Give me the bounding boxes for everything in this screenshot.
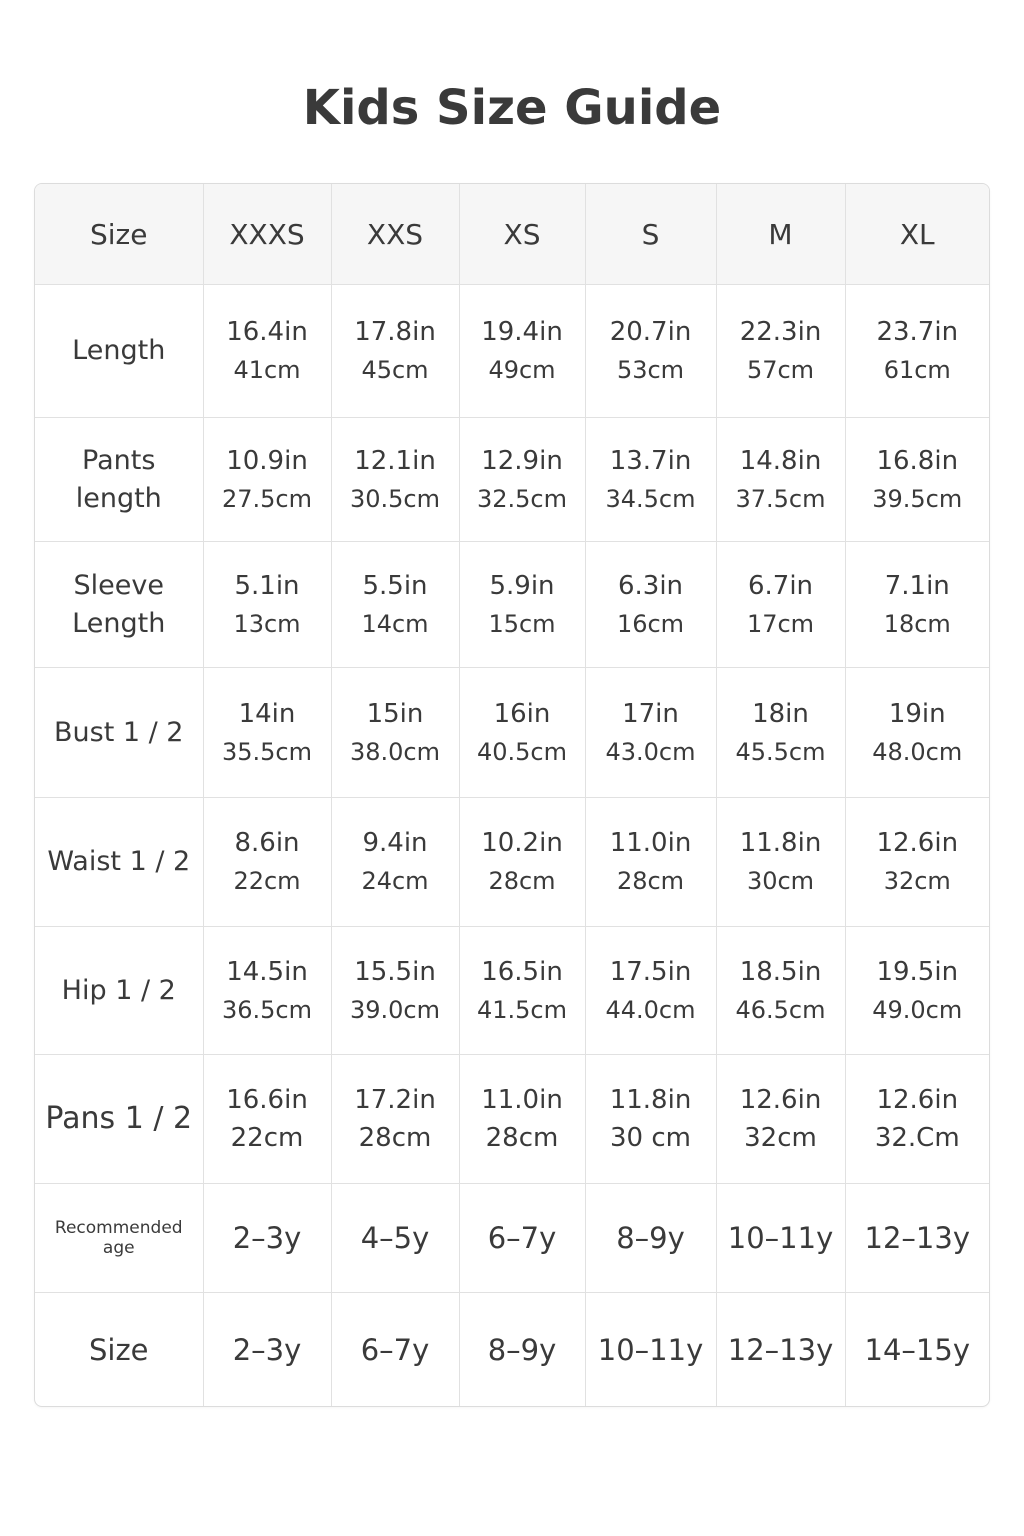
table-cell: 12.6in 32cm bbox=[845, 798, 989, 927]
table-cell: 18.5in 46.5cm bbox=[716, 927, 845, 1055]
size-table bbox=[35, 184, 989, 1407]
table-cell: 6–7y bbox=[331, 1293, 459, 1407]
table-cell: 17.8in 45cm bbox=[331, 285, 459, 418]
table-cell: 12.6in 32cm bbox=[716, 1055, 845, 1184]
table-cell: 8.6in 22cm bbox=[203, 798, 331, 927]
table-cell: 14.8in 37.5cm bbox=[716, 418, 845, 542]
table-cell: 16.8in 39.5cm bbox=[845, 418, 989, 542]
table-cell: 16.5in 41.5cm bbox=[459, 927, 585, 1055]
header-size-xxs: XXS bbox=[331, 184, 459, 285]
row-label: Recommended age bbox=[35, 1184, 203, 1293]
table-row-recommended-age bbox=[35, 1184, 989, 1293]
table-cell: 7.1in 18cm bbox=[845, 542, 989, 668]
table-cell: 13.7in 34.5cm bbox=[585, 418, 716, 542]
table-cell: 4–5y bbox=[331, 1184, 459, 1293]
table-cell: 17.2in 28cm bbox=[331, 1055, 459, 1184]
table-cell: 19.5in 49.0cm bbox=[845, 927, 989, 1055]
table-row-sleeve-length bbox=[35, 542, 989, 668]
table-cell: 15.5in 39.0cm bbox=[331, 927, 459, 1055]
page-title: Kids Size Guide bbox=[302, 80, 722, 136]
table-cell: 14–15y bbox=[845, 1293, 989, 1407]
table-cell: 10–11y bbox=[716, 1184, 845, 1293]
table-cell: 11.0in 28cm bbox=[459, 1055, 585, 1184]
table-cell: 10–11y bbox=[585, 1293, 716, 1407]
row-label: Pants length bbox=[35, 418, 203, 542]
table-cell: 12–13y bbox=[845, 1184, 989, 1293]
table-cell: 12.1in 30.5cm bbox=[331, 418, 459, 542]
row-label: Size bbox=[35, 1293, 203, 1407]
row-label: Hip 1 / 2 bbox=[35, 927, 203, 1055]
table-row-pans bbox=[35, 1055, 989, 1184]
table-cell: 22.3in 57cm bbox=[716, 285, 845, 418]
table-cell: 12.6in 32.Cm bbox=[845, 1055, 989, 1184]
table-cell: 5.1in 13cm bbox=[203, 542, 331, 668]
header-size-xxxs: XXXS bbox=[203, 184, 331, 285]
table-cell: 17.5in 44.0cm bbox=[585, 927, 716, 1055]
table-row-size bbox=[35, 1293, 989, 1407]
header-size-xl: XL bbox=[845, 184, 989, 285]
table-cell: 12.9in 32.5cm bbox=[459, 418, 585, 542]
table-cell: 10.2in 28cm bbox=[459, 798, 585, 927]
table-cell: 19.4in 49cm bbox=[459, 285, 585, 418]
table-cell: 6.3in 16cm bbox=[585, 542, 716, 668]
table-cell: 11.8in 30 cm bbox=[585, 1055, 716, 1184]
table-cell: 16.6in 22cm bbox=[203, 1055, 331, 1184]
table-cell: 8–9y bbox=[459, 1293, 585, 1407]
table-row-hip bbox=[35, 927, 989, 1055]
table-cell: 8–9y bbox=[585, 1184, 716, 1293]
table-row-length bbox=[35, 285, 989, 418]
header-size-m: M bbox=[716, 184, 845, 285]
table-cell: 16in 40.5cm bbox=[459, 668, 585, 798]
header-size-xs: XS bbox=[459, 184, 585, 285]
table-cell: 12–13y bbox=[716, 1293, 845, 1407]
table-cell: 11.8in 30cm bbox=[716, 798, 845, 927]
header-size-s: S bbox=[585, 184, 716, 285]
table-row-pants-length bbox=[35, 418, 989, 542]
table-cell: 11.0in 28cm bbox=[585, 798, 716, 927]
row-label: Bust 1 / 2 bbox=[35, 668, 203, 798]
table-cell: 9.4in 24cm bbox=[331, 798, 459, 927]
table-cell: 19in 48.0cm bbox=[845, 668, 989, 798]
table-cell: 6–7y bbox=[459, 1184, 585, 1293]
table-cell: 14.5in 36.5cm bbox=[203, 927, 331, 1055]
row-label: Sleeve Length bbox=[35, 542, 203, 668]
table-cell: 6.7in 17cm bbox=[716, 542, 845, 668]
table-cell: 23.7in 61cm bbox=[845, 285, 989, 418]
table-cell: 14in 35.5cm bbox=[203, 668, 331, 798]
table-cell: 16.4in 41cm bbox=[203, 285, 331, 418]
row-label: Length bbox=[35, 285, 203, 418]
table-cell: 2–3y bbox=[203, 1293, 331, 1407]
table-cell: 18in 45.5cm bbox=[716, 668, 845, 798]
table-cell: 10.9in 27.5cm bbox=[203, 418, 331, 542]
table-cell: 2–3y bbox=[203, 1184, 331, 1293]
header-label: Size bbox=[35, 184, 203, 285]
header-row bbox=[35, 184, 989, 285]
table-cell: 5.5in 14cm bbox=[331, 542, 459, 668]
table-cell: 5.9in 15cm bbox=[459, 542, 585, 668]
row-label: Pans 1 / 2 bbox=[35, 1055, 203, 1184]
table-cell: 20.7in 53cm bbox=[585, 285, 716, 418]
table-cell: 15in 38.0cm bbox=[331, 668, 459, 798]
table-cell: 17in 43.0cm bbox=[585, 668, 716, 798]
row-label: Waist 1 / 2 bbox=[35, 798, 203, 927]
table-row-bust bbox=[35, 668, 989, 798]
size-table-container bbox=[34, 183, 990, 1407]
table-row-waist bbox=[35, 798, 989, 927]
